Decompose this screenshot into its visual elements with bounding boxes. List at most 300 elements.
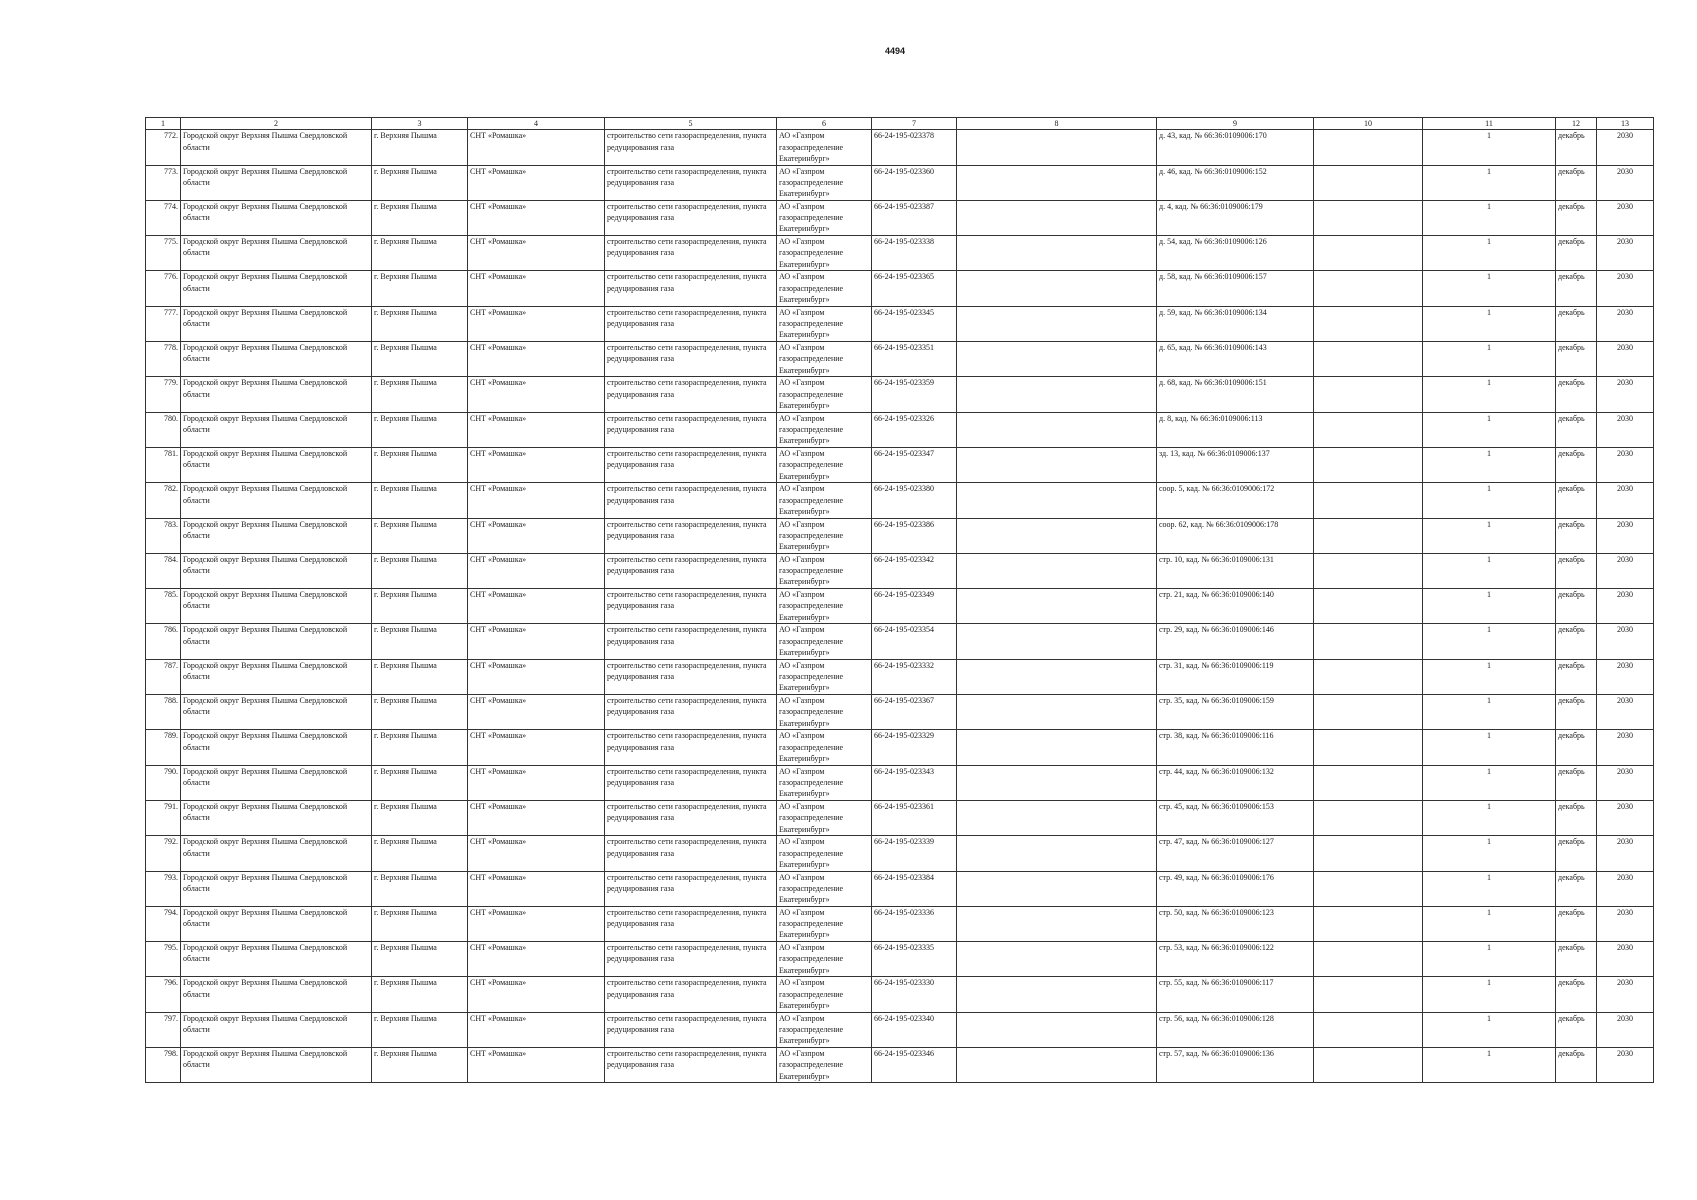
operator-cell: АО «Газпром газораспределение Екатеринбург» xyxy=(777,942,872,977)
locality-cell: г. Верхняя Пышма xyxy=(372,130,468,165)
work-cell: строительство сети газораспределения, пункта редуцирования газа xyxy=(605,130,777,165)
row-number: 773. xyxy=(146,165,181,200)
year-cell: 2030 xyxy=(1597,942,1654,977)
month-cell: декабрь xyxy=(1556,942,1597,977)
district-cell: Городской округ Верхняя Пышма Свердловской области xyxy=(181,130,372,165)
table-row xyxy=(146,271,1654,306)
quantity-cell: 1 xyxy=(1423,765,1556,800)
operator-cell: АО «Газпром газораспределение Екатеринбург» xyxy=(777,342,872,377)
year-cell: 2030 xyxy=(1597,730,1654,765)
work-cell: строительство сети газораспределения, пункта редуцирования газа xyxy=(605,942,777,977)
operator-cell: АО «Газпром газораспределение Екатеринбург» xyxy=(777,836,872,871)
object-id-cell: 66-24-195-023340 xyxy=(872,1012,957,1047)
quantity-cell: 1 xyxy=(1423,483,1556,518)
address-cell: соор. 62, кад. № 66:36:0109006:178 xyxy=(1157,518,1314,553)
column-8-cell xyxy=(957,695,1157,730)
settlement-cell: СНТ «Ромашка» xyxy=(468,659,605,694)
operator-cell: АО «Газпром газораспределение Екатеринбург» xyxy=(777,483,872,518)
address-cell: стр. 56, кад. № 66:36:0109006:128 xyxy=(1157,1012,1314,1047)
operator-cell: АО «Газпром газораспределение Екатеринбург» xyxy=(777,906,872,941)
district-cell: Городской округ Верхняя Пышма Свердловской области xyxy=(181,836,372,871)
district-cell: Городской округ Верхняя Пышма Свердловской области xyxy=(181,730,372,765)
operator-cell: АО «Газпром газораспределение Екатеринбург» xyxy=(777,800,872,835)
address-cell: стр. 45, кад. № 66:36:0109006:153 xyxy=(1157,800,1314,835)
locality-cell: г. Верхняя Пышма xyxy=(372,906,468,941)
column-8-cell xyxy=(957,765,1157,800)
operator-cell: АО «Газпром газораспределение Екатеринбург» xyxy=(777,1048,872,1083)
month-cell: декабрь xyxy=(1556,589,1597,624)
locality-cell: г. Верхняя Пышма xyxy=(372,624,468,659)
work-cell: строительство сети газораспределения, пункта редуцирования газа xyxy=(605,306,777,341)
work-cell: строительство сети газораспределения, пункта редуцирования газа xyxy=(605,553,777,588)
column-header-1: 1 xyxy=(146,118,181,130)
column-header-9: 9 xyxy=(1157,118,1314,130)
row-number: 779. xyxy=(146,377,181,412)
column-8-cell xyxy=(957,871,1157,906)
locality-cell: г. Верхняя Пышма xyxy=(372,483,468,518)
district-cell: Городской округ Верхняя Пышма Свердловской области xyxy=(181,1048,372,1083)
district-cell: Городской округ Верхняя Пышма Свердловской области xyxy=(181,977,372,1012)
district-cell: Городской округ Верхняя Пышма Свердловской области xyxy=(181,589,372,624)
column-8-cell xyxy=(957,624,1157,659)
work-cell: строительство сети газораспределения, пункта редуцирования газа xyxy=(605,483,777,518)
month-cell: декабрь xyxy=(1556,1012,1597,1047)
settlement-cell: СНТ «Ромашка» xyxy=(468,730,605,765)
column-10-cell xyxy=(1314,377,1423,412)
month-cell: декабрь xyxy=(1556,342,1597,377)
district-cell: Городской округ Верхняя Пышма Свердловской области xyxy=(181,695,372,730)
work-cell: строительство сети газораспределения, пункта редуцирования газа xyxy=(605,377,777,412)
operator-cell: АО «Газпром газораспределение Екатеринбург» xyxy=(777,1012,872,1047)
table-header xyxy=(146,118,1654,130)
column-8-cell xyxy=(957,377,1157,412)
column-10-cell xyxy=(1314,1048,1423,1083)
column-10-cell xyxy=(1314,589,1423,624)
object-id-cell: 66-24-195-023339 xyxy=(872,836,957,871)
locality-cell: г. Верхняя Пышма xyxy=(372,1012,468,1047)
month-cell: декабрь xyxy=(1556,624,1597,659)
row-number: 796. xyxy=(146,977,181,1012)
year-cell: 2030 xyxy=(1597,1048,1654,1083)
district-cell: Городской округ Верхняя Пышма Свердловской области xyxy=(181,553,372,588)
column-header-2: 2 xyxy=(181,118,372,130)
settlement-cell: СНТ «Ромашка» xyxy=(468,342,605,377)
settlement-cell: СНТ «Ромашка» xyxy=(468,800,605,835)
quantity-cell: 1 xyxy=(1423,518,1556,553)
column-10-cell xyxy=(1314,695,1423,730)
column-10-cell xyxy=(1314,518,1423,553)
column-8-cell xyxy=(957,236,1157,271)
column-8-cell xyxy=(957,1012,1157,1047)
address-cell: д. 59, кад. № 66:36:0109006:134 xyxy=(1157,306,1314,341)
quantity-cell: 1 xyxy=(1423,1048,1556,1083)
row-number: 775. xyxy=(146,236,181,271)
year-cell: 2030 xyxy=(1597,871,1654,906)
settlement-cell: СНТ «Ромашка» xyxy=(468,624,605,659)
address-cell: д. 8, кад. № 66:36:0109006:113 xyxy=(1157,412,1314,447)
object-id-cell: 66-24-195-023387 xyxy=(872,200,957,235)
column-8-cell xyxy=(957,977,1157,1012)
work-cell: строительство сети газораспределения, пункта редуцирования газа xyxy=(605,271,777,306)
operator-cell: АО «Газпром газораспределение Екатеринбург» xyxy=(777,659,872,694)
address-cell: д. 65, кад. № 66:36:0109006:143 xyxy=(1157,342,1314,377)
operator-cell: АО «Газпром газораспределение Екатеринбург» xyxy=(777,765,872,800)
address-cell: стр. 44, кад. № 66:36:0109006:132 xyxy=(1157,765,1314,800)
quantity-cell: 1 xyxy=(1423,906,1556,941)
locality-cell: г. Верхняя Пышма xyxy=(372,165,468,200)
column-8-cell xyxy=(957,942,1157,977)
table-row xyxy=(146,483,1654,518)
column-8-cell xyxy=(957,518,1157,553)
column-8-cell xyxy=(957,412,1157,447)
row-number: 772. xyxy=(146,130,181,165)
column-header-3: 3 xyxy=(372,118,468,130)
address-cell: стр. 57, кад. № 66:36:0109006:136 xyxy=(1157,1048,1314,1083)
year-cell: 2030 xyxy=(1597,412,1654,447)
table-body xyxy=(146,130,1654,1083)
district-cell: Городской округ Верхняя Пышма Свердловской области xyxy=(181,200,372,235)
operator-cell: АО «Газпром газораспределение Екатеринбург» xyxy=(777,412,872,447)
settlement-cell: СНТ «Ромашка» xyxy=(468,200,605,235)
month-cell: декабрь xyxy=(1556,236,1597,271)
object-id-cell: 66-24-195-023347 xyxy=(872,447,957,482)
table-row xyxy=(146,1048,1654,1083)
locality-cell: г. Верхняя Пышма xyxy=(372,800,468,835)
object-id-cell: 66-24-195-023338 xyxy=(872,236,957,271)
month-cell: декабрь xyxy=(1556,800,1597,835)
year-cell: 2030 xyxy=(1597,589,1654,624)
year-cell: 2030 xyxy=(1597,165,1654,200)
month-cell: декабрь xyxy=(1556,659,1597,694)
work-cell: строительство сети газораспределения, пункта редуцирования газа xyxy=(605,659,777,694)
operator-cell: АО «Газпром газораспределение Екатеринбург» xyxy=(777,518,872,553)
month-cell: декабрь xyxy=(1556,200,1597,235)
table-row xyxy=(146,871,1654,906)
year-cell: 2030 xyxy=(1597,624,1654,659)
quantity-cell: 1 xyxy=(1423,624,1556,659)
work-cell: строительство сети газораспределения, пункта редуцирования газа xyxy=(605,1048,777,1083)
month-cell: декабрь xyxy=(1556,518,1597,553)
district-cell: Городской округ Верхняя Пышма Свердловской области xyxy=(181,377,372,412)
object-id-cell: 66-24-195-023343 xyxy=(872,765,957,800)
operator-cell: АО «Газпром газораспределение Екатеринбург» xyxy=(777,871,872,906)
settlement-cell: СНТ «Ромашка» xyxy=(468,518,605,553)
settlement-cell: СНТ «Ромашка» xyxy=(468,906,605,941)
quantity-cell: 1 xyxy=(1423,271,1556,306)
object-id-cell: 66-24-195-023335 xyxy=(872,942,957,977)
object-id-cell: 66-24-195-023359 xyxy=(872,377,957,412)
year-cell: 2030 xyxy=(1597,977,1654,1012)
operator-cell: АО «Газпром газораспределение Екатеринбург» xyxy=(777,377,872,412)
district-cell: Городской округ Верхняя Пышма Свердловской области xyxy=(181,518,372,553)
quantity-cell: 1 xyxy=(1423,236,1556,271)
address-cell: стр. 50, кад. № 66:36:0109006:123 xyxy=(1157,906,1314,941)
locality-cell: г. Верхняя Пышма xyxy=(372,942,468,977)
quantity-cell: 1 xyxy=(1423,1012,1556,1047)
operator-cell: АО «Газпром газораспределение Екатеринбург» xyxy=(777,306,872,341)
object-id-cell: 66-24-195-023378 xyxy=(872,130,957,165)
object-id-cell: 66-24-195-023354 xyxy=(872,624,957,659)
table-row xyxy=(146,659,1654,694)
settlement-cell: СНТ «Ромашка» xyxy=(468,377,605,412)
year-cell: 2030 xyxy=(1597,271,1654,306)
settlement-cell: СНТ «Ромашка» xyxy=(468,1012,605,1047)
quantity-cell: 1 xyxy=(1423,800,1556,835)
month-cell: декабрь xyxy=(1556,130,1597,165)
district-cell: Городской округ Верхняя Пышма Свердловской области xyxy=(181,624,372,659)
column-header-8: 8 xyxy=(957,118,1157,130)
month-cell: декабрь xyxy=(1556,412,1597,447)
locality-cell: г. Верхняя Пышма xyxy=(372,412,468,447)
column-header-6: 6 xyxy=(777,118,872,130)
object-id-cell: 66-24-195-023367 xyxy=(872,695,957,730)
locality-cell: г. Верхняя Пышма xyxy=(372,306,468,341)
work-cell: строительство сети газораспределения, пункта редуцирования газа xyxy=(605,447,777,482)
settlement-cell: СНТ «Ромашка» xyxy=(468,306,605,341)
table-row xyxy=(146,165,1654,200)
registry-table xyxy=(145,117,1654,1083)
column-header-7: 7 xyxy=(872,118,957,130)
work-cell: строительство сети газораспределения, пункта редуцирования газа xyxy=(605,730,777,765)
table-row xyxy=(146,695,1654,730)
row-number: 777. xyxy=(146,306,181,341)
work-cell: строительство сети газораспределения, пункта редуцирования газа xyxy=(605,342,777,377)
row-number: 797. xyxy=(146,1012,181,1047)
column-10-cell xyxy=(1314,130,1423,165)
table-row xyxy=(146,447,1654,482)
row-number: 798. xyxy=(146,1048,181,1083)
quantity-cell: 1 xyxy=(1423,377,1556,412)
settlement-cell: СНТ «Ромашка» xyxy=(468,553,605,588)
row-number: 783. xyxy=(146,518,181,553)
object-id-cell: 66-24-195-023361 xyxy=(872,800,957,835)
settlement-cell: СНТ «Ромашка» xyxy=(468,1048,605,1083)
column-header-12: 12 xyxy=(1556,118,1597,130)
work-cell: строительство сети газораспределения, пункта редуцирования газа xyxy=(605,800,777,835)
column-10-cell xyxy=(1314,624,1423,659)
column-10-cell xyxy=(1314,271,1423,306)
column-10-cell xyxy=(1314,800,1423,835)
operator-cell: АО «Газпром газораспределение Екатеринбург» xyxy=(777,695,872,730)
year-cell: 2030 xyxy=(1597,306,1654,341)
column-8-cell xyxy=(957,589,1157,624)
settlement-cell: СНТ «Ромашка» xyxy=(468,447,605,482)
month-cell: декабрь xyxy=(1556,271,1597,306)
work-cell: строительство сети газораспределения, пункта редуцирования газа xyxy=(605,624,777,659)
object-id-cell: 66-24-195-023346 xyxy=(872,1048,957,1083)
year-cell: 2030 xyxy=(1597,130,1654,165)
settlement-cell: СНТ «Ромашка» xyxy=(468,695,605,730)
row-number: 780. xyxy=(146,412,181,447)
quantity-cell: 1 xyxy=(1423,659,1556,694)
district-cell: Городской округ Верхняя Пышма Свердловской области xyxy=(181,342,372,377)
locality-cell: г. Верхняя Пышма xyxy=(372,1048,468,1083)
work-cell: строительство сети газораспределения, пункта редуцирования газа xyxy=(605,589,777,624)
object-id-cell: 66-24-195-023384 xyxy=(872,871,957,906)
row-number: 785. xyxy=(146,589,181,624)
year-cell: 2030 xyxy=(1597,447,1654,482)
row-number: 795. xyxy=(146,942,181,977)
row-number: 790. xyxy=(146,765,181,800)
work-cell: строительство сети газораспределения, пункта редуцирования газа xyxy=(605,765,777,800)
column-10-cell xyxy=(1314,871,1423,906)
column-10-cell xyxy=(1314,730,1423,765)
locality-cell: г. Верхняя Пышма xyxy=(372,659,468,694)
district-cell: Городской округ Верхняя Пышма Свердловской области xyxy=(181,483,372,518)
month-cell: декабрь xyxy=(1556,906,1597,941)
operator-cell: АО «Газпром газораспределение Екатеринбург» xyxy=(777,271,872,306)
object-id-cell: 66-24-195-023332 xyxy=(872,659,957,694)
column-8-cell xyxy=(957,271,1157,306)
settlement-cell: СНТ «Ромашка» xyxy=(468,165,605,200)
year-cell: 2030 xyxy=(1597,377,1654,412)
quantity-cell: 1 xyxy=(1423,836,1556,871)
locality-cell: г. Верхняя Пышма xyxy=(372,730,468,765)
table-row xyxy=(146,589,1654,624)
work-cell: строительство сети газораспределения, пункта редуцирования газа xyxy=(605,871,777,906)
month-cell: декабрь xyxy=(1556,1048,1597,1083)
month-cell: декабрь xyxy=(1556,836,1597,871)
district-cell: Городской округ Верхняя Пышма Свердловской области xyxy=(181,236,372,271)
row-number: 778. xyxy=(146,342,181,377)
year-cell: 2030 xyxy=(1597,342,1654,377)
locality-cell: г. Верхняя Пышма xyxy=(372,553,468,588)
table-row xyxy=(146,1012,1654,1047)
month-cell: декабрь xyxy=(1556,765,1597,800)
row-number: 793. xyxy=(146,871,181,906)
operator-cell: АО «Газпром газораспределение Екатеринбург» xyxy=(777,165,872,200)
settlement-cell: СНТ «Ромашка» xyxy=(468,589,605,624)
operator-cell: АО «Газпром газораспределение Екатеринбург» xyxy=(777,624,872,659)
object-id-cell: 66-24-195-023326 xyxy=(872,412,957,447)
row-number: 781. xyxy=(146,447,181,482)
quantity-cell: 1 xyxy=(1423,130,1556,165)
address-cell: д. 68, кад. № 66:36:0109006:151 xyxy=(1157,377,1314,412)
column-8-cell xyxy=(957,1048,1157,1083)
column-8-cell xyxy=(957,836,1157,871)
object-id-cell: 66-24-195-023342 xyxy=(872,553,957,588)
table-row xyxy=(146,836,1654,871)
work-cell: строительство сети газораспределения, пункта редуцирования газа xyxy=(605,1012,777,1047)
table-row xyxy=(146,518,1654,553)
district-cell: Городской округ Верхняя Пышма Свердловской области xyxy=(181,765,372,800)
month-cell: декабрь xyxy=(1556,165,1597,200)
operator-cell: АО «Газпром газораспределение Екатеринбург» xyxy=(777,977,872,1012)
table-row xyxy=(146,730,1654,765)
locality-cell: г. Верхняя Пышма xyxy=(372,695,468,730)
table-row xyxy=(146,377,1654,412)
month-cell: декабрь xyxy=(1556,377,1597,412)
work-cell: строительство сети газораспределения, пункта редуцирования газа xyxy=(605,695,777,730)
table-row xyxy=(146,412,1654,447)
column-10-cell xyxy=(1314,659,1423,694)
column-10-cell xyxy=(1314,942,1423,977)
table-row xyxy=(146,942,1654,977)
year-cell: 2030 xyxy=(1597,483,1654,518)
operator-cell: АО «Газпром газораспределение Екатеринбург» xyxy=(777,553,872,588)
column-header-10: 10 xyxy=(1314,118,1423,130)
address-cell: д. 43, кад. № 66:36:0109006:170 xyxy=(1157,130,1314,165)
month-cell: декабрь xyxy=(1556,306,1597,341)
quantity-cell: 1 xyxy=(1423,589,1556,624)
address-cell: стр. 49, кад. № 66:36:0109006:176 xyxy=(1157,871,1314,906)
operator-cell: АО «Газпром газораспределение Екатеринбург» xyxy=(777,730,872,765)
month-cell: декабрь xyxy=(1556,553,1597,588)
address-cell: зд. 13, кад. № 66:36:0109006:137 xyxy=(1157,447,1314,482)
operator-cell: АО «Газпром газораспределение Екатеринбург» xyxy=(777,589,872,624)
column-header-13: 13 xyxy=(1597,118,1654,130)
operator-cell: АО «Газпром газораспределение Екатеринбург» xyxy=(777,236,872,271)
settlement-cell: СНТ «Ромашка» xyxy=(468,236,605,271)
column-8-cell xyxy=(957,553,1157,588)
column-10-cell xyxy=(1314,342,1423,377)
operator-cell: АО «Газпром газораспределение Екатеринбург» xyxy=(777,200,872,235)
object-id-cell: 66-24-195-023386 xyxy=(872,518,957,553)
month-cell: декабрь xyxy=(1556,695,1597,730)
object-id-cell: 66-24-195-023336 xyxy=(872,906,957,941)
address-cell: стр. 55, кад. № 66:36:0109006:117 xyxy=(1157,977,1314,1012)
column-header-4: 4 xyxy=(468,118,605,130)
row-number: 776. xyxy=(146,271,181,306)
settlement-cell: СНТ «Ромашка» xyxy=(468,412,605,447)
district-cell: Городской округ Верхняя Пышма Свердловской области xyxy=(181,871,372,906)
column-header-5: 5 xyxy=(605,118,777,130)
work-cell: строительство сети газораспределения, пункта редуцирования газа xyxy=(605,977,777,1012)
column-10-cell xyxy=(1314,447,1423,482)
column-10-cell xyxy=(1314,1012,1423,1047)
work-cell: строительство сети газораспределения, пункта редуцирования газа xyxy=(605,836,777,871)
table-row xyxy=(146,800,1654,835)
address-cell: д. 46, кад. № 66:36:0109006:152 xyxy=(1157,165,1314,200)
year-cell: 2030 xyxy=(1597,553,1654,588)
address-cell: стр. 21, кад. № 66:36:0109006:140 xyxy=(1157,589,1314,624)
column-8-cell xyxy=(957,306,1157,341)
locality-cell: г. Верхняя Пышма xyxy=(372,200,468,235)
locality-cell: г. Верхняя Пышма xyxy=(372,271,468,306)
month-cell: декабрь xyxy=(1556,447,1597,482)
row-number: 788. xyxy=(146,695,181,730)
locality-cell: г. Верхняя Пышма xyxy=(372,589,468,624)
district-cell: Городской округ Верхняя Пышма Свердловской области xyxy=(181,906,372,941)
address-cell: д. 4, кад. № 66:36:0109006:179 xyxy=(1157,200,1314,235)
locality-cell: г. Верхняя Пышма xyxy=(372,447,468,482)
column-10-cell xyxy=(1314,165,1423,200)
year-cell: 2030 xyxy=(1597,236,1654,271)
table-row xyxy=(146,553,1654,588)
table-row xyxy=(146,130,1654,165)
address-cell: стр. 38, кад. № 66:36:0109006:116 xyxy=(1157,730,1314,765)
page-number: 4494 xyxy=(884,46,906,56)
row-number: 786. xyxy=(146,624,181,659)
month-cell: декабрь xyxy=(1556,730,1597,765)
column-header-11: 11 xyxy=(1423,118,1556,130)
settlement-cell: СНТ «Ромашка» xyxy=(468,765,605,800)
column-8-cell xyxy=(957,483,1157,518)
district-cell: Городской округ Верхняя Пышма Свердловской области xyxy=(181,942,372,977)
quantity-cell: 1 xyxy=(1423,412,1556,447)
quantity-cell: 1 xyxy=(1423,730,1556,765)
column-10-cell xyxy=(1314,236,1423,271)
quantity-cell: 1 xyxy=(1423,695,1556,730)
locality-cell: г. Верхняя Пышма xyxy=(372,836,468,871)
row-number: 791. xyxy=(146,800,181,835)
address-cell: стр. 29, кад. № 66:36:0109006:146 xyxy=(1157,624,1314,659)
locality-cell: г. Верхняя Пышма xyxy=(372,342,468,377)
table-row xyxy=(146,624,1654,659)
address-cell: д. 54, кад. № 66:36:0109006:126 xyxy=(1157,236,1314,271)
object-id-cell: 66-24-195-023360 xyxy=(872,165,957,200)
district-cell: Городской округ Верхняя Пышма Свердловской области xyxy=(181,412,372,447)
